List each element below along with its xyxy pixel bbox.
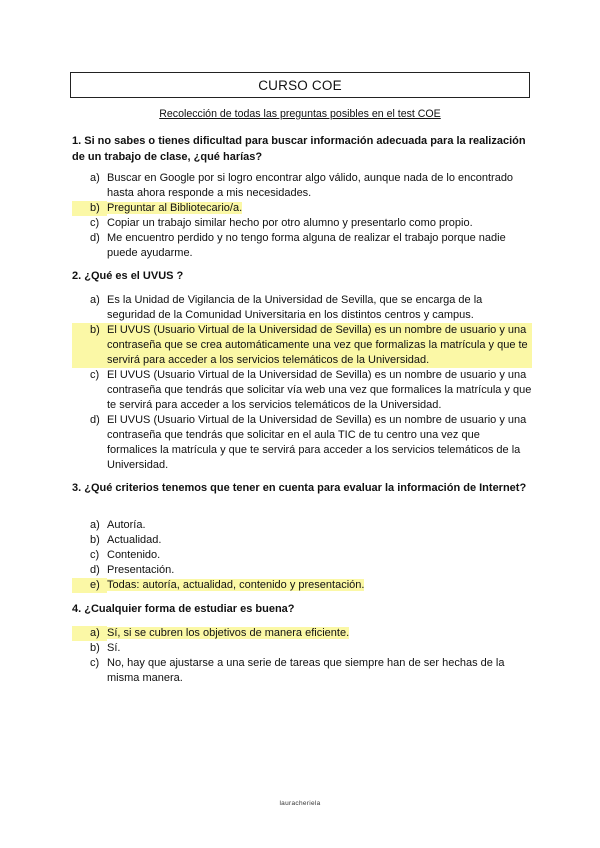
option-4a xyxy=(72,626,532,641)
option-text: Me encuentro perdido y no tengo forma alguna de realizar el trabajo porque nadie puede ayudarme. xyxy=(107,232,506,259)
option-letter: c) xyxy=(90,369,100,381)
option-1c xyxy=(72,216,532,231)
option-3c xyxy=(72,548,532,563)
option-letter: a) xyxy=(90,172,100,184)
option-4b xyxy=(72,641,532,656)
option-letter: c) xyxy=(90,549,100,561)
option-text: Contenido. xyxy=(107,549,161,561)
question-1-options xyxy=(72,171,532,261)
option-2b xyxy=(72,323,532,368)
option-letter: d) xyxy=(90,414,100,426)
option-text-highlighted: Todas: autoría, actualidad, contenido y presentación. xyxy=(107,579,365,591)
option-letter: d) xyxy=(90,232,100,244)
option-4c xyxy=(72,656,532,686)
question-2: 2. ¿Qué es el UVUS ? xyxy=(72,270,184,282)
option-text: No, hay que ajustarse a una serie de tareas que siempre han de ser hechas de la misma manera. xyxy=(107,657,505,684)
option-text: Sí. xyxy=(107,642,121,654)
option-3a xyxy=(72,518,532,533)
option-text: Autoría. xyxy=(107,519,146,531)
option-letter: e) xyxy=(72,578,107,593)
option-text-highlighted: Preguntar al Bibliotecario/a. xyxy=(107,202,243,214)
option-letter: b) xyxy=(72,323,107,368)
question-3: 3. ¿Qué criterios tenemos que tener en cuenta para evaluar la información de Internet? xyxy=(72,482,527,494)
option-letter: a) xyxy=(90,519,100,531)
question-1: 1. Si no sabes o tienes dificultad para buscar información adecuada para la realización de un trabajo de clase, ¿qué harías? xyxy=(72,135,526,163)
option-2d xyxy=(72,413,532,473)
option-text: Buscar en Google por si logro encontrar algo válido, aunque nada de lo encontrado hasta ahora responde a mis necesidades. xyxy=(107,172,514,199)
option-2a xyxy=(72,293,532,323)
option-3e xyxy=(72,578,532,593)
option-text: El UVUS (Usuario Virtual de la Universidad de Sevilla) es un nombre de usuario y una contraseña que tendrás que solicitar vía web una vez que formalices la matrícula y que te servirá para acceder a los servicios telemáticos de la Universidad. xyxy=(107,369,532,411)
document-title-box xyxy=(70,72,530,98)
option-3b xyxy=(72,533,532,548)
option-text: Presentación. xyxy=(107,564,175,576)
option-letter: b) xyxy=(72,201,107,216)
option-1b xyxy=(72,201,532,216)
option-letter: a) xyxy=(72,626,107,641)
option-letter: c) xyxy=(90,657,100,669)
document-subtitle: Recolección de todas las preguntas posibles en el test COE xyxy=(159,108,441,120)
option-text-highlighted: Sí, si se cubren los objetivos de manera eficiente. xyxy=(107,627,350,639)
question-3-options xyxy=(72,518,532,593)
option-text: Es la Unidad de Vigilancia de la Universidad de Sevilla, que se encarga de la seguridad de la Comunidad Universitaria en los distintos centros y campus. xyxy=(107,294,483,321)
page-footer: lauracheriela xyxy=(279,800,321,807)
option-3d xyxy=(72,563,532,578)
option-1a xyxy=(72,171,532,201)
option-letter: c) xyxy=(90,217,100,229)
question-4-options xyxy=(72,626,532,686)
option-text: El UVUS (Usuario Virtual de la Universidad de Sevilla) es un nombre de usuario y una contraseña que tendrás que solicitar en el aula TIC de tu centro una vez que formalices la matrícula y que te servirá para acceder a los servicios telemáticos de la Universidad. xyxy=(107,414,527,471)
option-text-highlighted: El UVUS (Usuario Virtual de la Universidad de Sevilla) es un nombre de usuario y una contraseña que se crea automáticamente una vez que formalizas la matrícula y que te servirá para acceder a los servicios telemáticos de la Universidad. xyxy=(107,323,532,368)
option-letter: a) xyxy=(90,294,100,306)
option-text: Copiar un trabajo similar hecho por otro alumno y presentarlo como propio. xyxy=(107,217,473,229)
option-letter: b) xyxy=(90,642,100,654)
question-4: 4. ¿Cualquier forma de estudiar es buena? xyxy=(72,603,295,615)
document-title: CURSO COE xyxy=(258,77,342,93)
question-2-options xyxy=(72,293,532,473)
option-2c xyxy=(72,368,532,413)
option-text: Actualidad. xyxy=(107,534,162,546)
option-1d xyxy=(72,231,532,261)
option-letter: b) xyxy=(90,534,100,546)
option-letter: d) xyxy=(90,564,100,576)
